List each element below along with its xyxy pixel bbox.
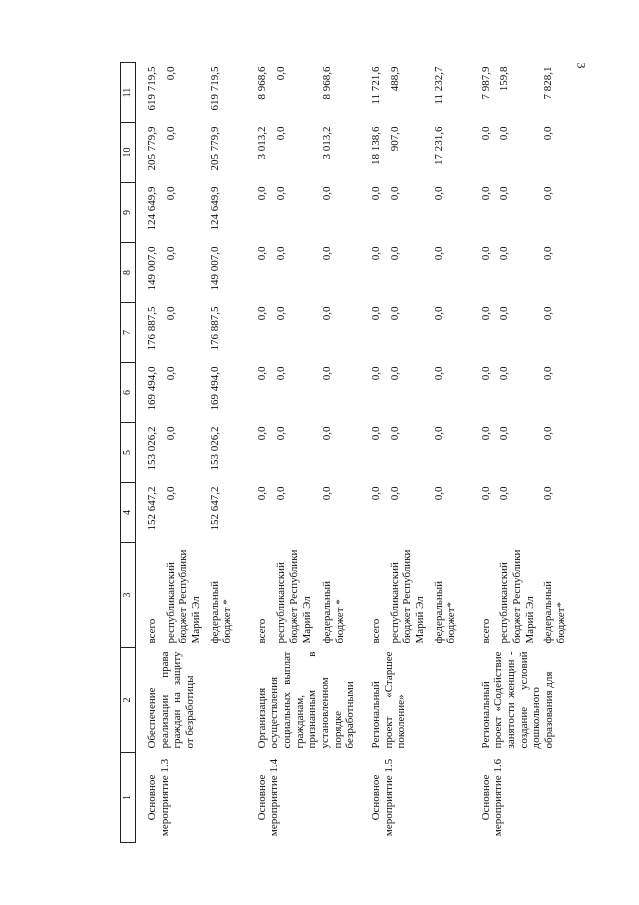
value-cell: 11 232,7 [432,66,445,105]
value-cell: 176 887,5 [208,306,221,351]
measure-name: Основное мероприятие 1.6 [479,758,505,837]
funding-source: федеральный бюджет * [208,581,234,644]
value-cell: 0,0 [479,246,492,261]
value-cell: 0,0 [388,246,401,261]
column-header: 3 [121,543,136,648]
value-cell: 169 494,0 [208,366,221,411]
value-cell: 124 649,9 [146,186,158,231]
value-cell: 0,0 [479,306,492,321]
value-cell: 0,0 [542,186,555,201]
funding-source: всего [369,618,382,644]
value-cell: 0,0 [321,186,334,201]
value-cell: 0,0 [275,486,288,501]
column-header: 2 [121,648,136,753]
column-header: 6 [121,363,136,423]
value-cell: 0,0 [369,486,382,501]
value-cell: 8 968,6 [321,66,334,100]
value-cell: 907,0 [388,126,401,152]
value-cell: 0,0 [498,366,511,381]
value-cell: 0,0 [542,486,555,501]
value-cell: 0,0 [164,66,177,81]
value-cell: 0,0 [255,186,268,201]
value-cell: 149 007,0 [208,246,221,291]
value-cell: 0,0 [275,306,288,321]
value-cell: 0,0 [275,186,288,201]
rotated-table-container [120,63,595,843]
column-header: 9 [121,183,136,243]
value-cell: 0,0 [498,186,511,201]
value-cell: 0,0 [542,246,555,261]
value-cell: 0,0 [255,306,268,321]
value-cell: 0,0 [164,246,177,261]
value-cell: 0,0 [542,126,555,141]
measure-description: Обеспечение реализации права граждан на защиту от безработицы [146,651,196,749]
table-row [360,63,386,843]
value-cell: 0,0 [255,366,268,381]
funding-source: всего [255,618,268,644]
funding-source: федеральный бюджет* [542,581,568,644]
value-cell: 0,0 [542,426,555,441]
value-cell: 0,0 [432,486,445,501]
funding-source: федеральный бюджет* [432,581,458,644]
column-header: 1 [121,753,136,843]
value-cell: 0,0 [432,426,445,441]
value-cell: 0,0 [388,366,401,381]
value-cell: 124 649,9 [208,186,221,231]
table-body [136,63,580,843]
column-number-row [121,63,136,843]
table-row [136,63,162,843]
value-cell: 0,0 [369,306,382,321]
value-cell: 0,0 [432,306,445,321]
value-cell: 0,0 [498,246,511,261]
value-cell: 205 779,9 [146,126,158,171]
funding-source: всего [146,618,158,644]
measure-description: Региональный проект «Старшее поколение» [369,651,408,749]
value-cell: 0,0 [321,306,334,321]
value-cell: 11 721,6 [369,66,382,105]
value-cell: 7 828,1 [542,66,555,100]
value-cell: 0,0 [432,366,445,381]
value-cell: 0,0 [479,426,492,441]
funding-source: республиканский бюджет Республики Марий Эл [164,549,202,644]
value-cell: 0,0 [369,426,382,441]
column-header: 10 [121,123,136,183]
value-cell: 0,0 [321,366,334,381]
value-cell: 0,0 [275,246,288,261]
value-cell: 619 719,5 [146,66,158,111]
table-row [246,63,273,843]
value-cell: 0,0 [498,126,511,141]
value-cell: 3 013,2 [255,126,268,160]
value-cell: 0,0 [275,126,288,141]
budget-table [120,62,580,843]
value-cell: 18 138,6 [369,126,382,165]
value-cell: 152 647,2 [146,486,158,531]
value-cell: 0,0 [164,426,177,441]
measure-name: Основное мероприятие 1.5 [369,758,395,837]
value-cell: 153 026,2 [146,426,158,471]
value-cell: 0,0 [479,486,492,501]
value-cell: 0,0 [164,186,177,201]
value-cell: 0,0 [164,486,177,501]
column-header: 4 [121,483,136,543]
value-cell: 7 987,9 [479,66,492,100]
value-cell: 0,0 [321,426,334,441]
table-row [470,63,496,843]
value-cell: 153 026,2 [208,426,221,471]
value-cell: 0,0 [388,426,401,441]
value-cell: 169 494,0 [146,366,158,411]
value-cell: 619 719,5 [208,66,221,111]
value-cell: 0,0 [388,306,401,321]
value-cell: 176 887,5 [146,306,158,351]
value-cell: 0,0 [369,186,382,201]
measure-name: Основное мероприятие 1.3 [146,758,171,837]
value-cell: 0,0 [255,426,268,441]
value-cell: 0,0 [542,306,555,321]
value-cell: 0,0 [275,66,288,81]
value-cell: 17 231,6 [432,126,445,165]
column-header: 5 [121,423,136,483]
funding-source: республиканский бюджет Республики Марий Эл [388,549,426,644]
value-cell: 0,0 [388,486,401,501]
value-cell: 0,0 [255,486,268,501]
value-cell: 0,0 [479,366,492,381]
measure-name: Основное мероприятие 1.4 [255,758,281,837]
value-cell: 0,0 [275,366,288,381]
value-cell: 159,8 [498,66,511,92]
value-cell: 0,0 [369,246,382,261]
value-cell: 488,9 [388,66,401,92]
value-cell: 0,0 [369,366,382,381]
value-cell: 0,0 [255,246,268,261]
measure-description: Организация осуществления социальных выплат гражданам, признанным в установленном порядке безработными [255,651,357,749]
funding-source: республиканский бюджет Республики Марий Эл [275,549,313,644]
value-cell: 0,0 [432,186,445,201]
value-cell: 0,0 [321,246,334,261]
measure-description: Региональный проект «Содействие занятости женщин - создание условий дошкольного образования для [479,651,556,749]
value-cell: 0,0 [542,366,555,381]
value-cell: 3 013,2 [321,126,334,160]
value-cell: 0,0 [479,126,492,141]
page-number: 3 [574,62,589,69]
value-cell: 0,0 [388,186,401,201]
funding-source: всего [479,618,492,644]
column-header: 11 [121,63,136,123]
column-header: 7 [121,303,136,363]
value-cell: 0,0 [498,306,511,321]
value-cell: 0,0 [479,186,492,201]
value-cell: 152 647,2 [208,486,221,531]
value-cell: 205 779,9 [208,126,221,171]
value-cell: 0,0 [164,126,177,141]
funding-source: республиканский бюджет Республики Марий Эл [498,549,536,644]
value-cell: 0,0 [321,486,334,501]
value-cell: 0,0 [432,246,445,261]
value-cell: 0,0 [275,426,288,441]
funding-source: федеральный бюджет * [321,581,346,644]
value-cell: 0,0 [164,306,177,321]
value-cell: 0,0 [498,486,511,501]
value-cell: 0,0 [498,426,511,441]
column-header: 8 [121,243,136,303]
value-cell: 0,0 [164,366,177,381]
value-cell: 149 007,0 [146,246,158,291]
value-cell: 8 968,6 [255,66,268,100]
